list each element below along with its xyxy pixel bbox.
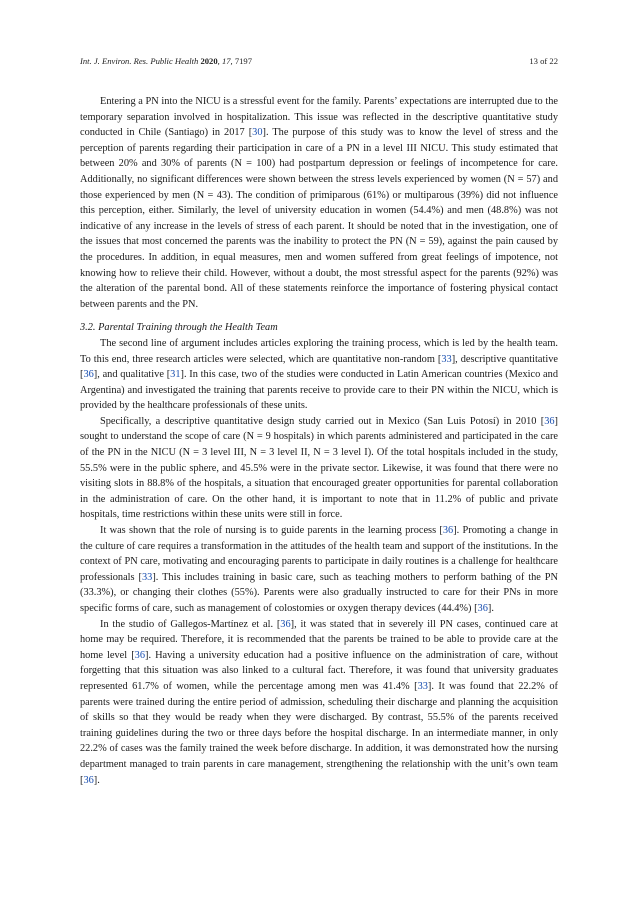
- citation-link[interactable]: 36: [280, 618, 291, 630]
- citation-link[interactable]: 36: [83, 774, 94, 786]
- paragraph-mexico-study: Specifically, a descriptive quantitative design study carried out in Mexico (San Luis Potosí) in 2010 [36] sought to understand the scope of care (N = 9 hospitals) in which parents administered and participated in the care of the PN in the NICU (N = 3 level III, N = 3 level II, N = 3 level I). Of the total hospitals included in the study, 55.5% were in the public sphere, and 45.5% were in the private sector. Likewise, it was found that there were no visiting slots in 88.8% of the hospitals, a situation that encouraged greater opportunities for parental collaboration in the administration of care. On the other hand, it is important to note that in 11.2% of public and private hospitals, time restrictions within these units were still in force.: [80, 415, 558, 521]
- paragraph-home-care: In the studio of Gallegos-Martínez et al. [36], it was stated that in severely ill PN cases, continued care at home may be required. Therefore, it is recommended that the parents be trained to be able to provide care at the home level [36]. Having a university education had a positive influence on the administration of care, without forgetting that this situation was also linked to a cultural fact. Therefore, it was found that university graduates represented 61.7% of women, while the percentage among men was 41.4% [33]. It was found that 22.2% of parents were trained during the entire period of admission, scheduling their discharge and planning the acquisition of skills so that they would be ready when they were discharged. By contrast, 55.5% of the parents received training guidelines during the two or three days before the hospital discharge. In an intermediate manner, in only 22.2% of cases was the family trained the week before discharge. In addition, it was demonstrated how the nursing department managed to train parents in care management, strengthening the relationship with the unit’s own team [36].: [80, 618, 559, 786]
- body-text: [80, 94, 558, 788]
- citation-link[interactable]: 31: [170, 369, 181, 381]
- citation-link[interactable]: 36: [442, 525, 454, 537]
- journal-abbrev: Int. J. Environ. Res. Public Health: [80, 56, 199, 66]
- section-heading: 3.2. Parental Training through the Health Team: [80, 322, 278, 334]
- page-number: 13 of 22: [529, 56, 558, 66]
- citation-link[interactable]: 33: [417, 680, 428, 692]
- citation-link[interactable]: 36: [477, 603, 488, 614]
- citation-link[interactable]: 33: [141, 571, 153, 583]
- running-header: [80, 56, 558, 70]
- citation-link[interactable]: 36: [134, 649, 145, 661]
- citation-link[interactable]: 33: [441, 353, 452, 365]
- journal-citation: Int. J. Environ. Res. Public Health 2020, 17, 7197: [80, 56, 253, 66]
- journal-volume: 17: [221, 56, 231, 66]
- citation-link[interactable]: 36: [83, 369, 94, 381]
- journal-year: 2020: [200, 56, 218, 66]
- citation-link[interactable]: 30: [252, 127, 263, 139]
- article-number: 7197: [234, 56, 253, 66]
- paragraph-stress-study: Entering a PN into the NICU is a stressful event for the family. Parents’ expectations are interrupted due to the temporary separation involved in hospitalization. This issue was reflected in the descriptive quantitative study conducted in Chile (Santiago) in 2017 [30]. The purpose of this study was to know the level of stress and the perception of parents regarding their participation in care of a PN in a level III NICU. This study estimated that between 20% and 30% of parents (N = 100) had postpartum depression or feelings of incompetence for care. Additionally, no significant differences were shown between the stress levels experienced by women (N = 57) and those experienced by men (N = 43). The condition of primiparous (61%) or multiparous (39%) did not influence this perception, either. Similarly, the level of university education in women (54.4%) and men (48.8%) was not indicative of any increase in the levels of stress of each parent. It should be noted that in the investigation, one of the issues that most concerned the parents was the inability to protect the PN (N = 59), against the pain caused by the procedures. In addition, in equal measures, men and women suffered from great feelings of impotence, not knowing how to relieve their child. However, without a doubt, the most stressful aspect for the parents (92%) was the alteration of the parental bond. All of these statements reinforce the importance of fostering physical contact between parents and the PN.: [80, 96, 558, 310]
- paragraph-training-overview: The second line of argument includes articles exploring the training process, which is led by the health team. To this end, three research articles were selected, which are quantitative non-random [33], descriptive quantitative [36], and qualitative [31]. In this case, two of the studies were conducted in Latin American countries (Mexico and Argentina) and investigated the training that parents receive to provide care to their PN within the NICU, which is provided by the healthcare professionals of these units.: [80, 337, 558, 412]
- citation-link[interactable]: 36: [544, 415, 555, 427]
- paragraph-nursing-role: It was shown that the role of nursing is to guide parents in the learning process [36]. Promoting a change in the culture of care requires a transformation in the attitudes of the health team and support of the institutions. In the context of PN care, motivating and encouraging parents to participate in daily routines is a challenge for healthcare professionals [33]. This includes training in basic care, such as teaching mothers to perform bathing of the PN (33.3%), or changing their clothes (55%). Parents were also gradually instructed to care for their PNs in more specific forms of care, such as management of colostomies or oxygen therapy devices (44.4%) [36].: [80, 525, 558, 614]
